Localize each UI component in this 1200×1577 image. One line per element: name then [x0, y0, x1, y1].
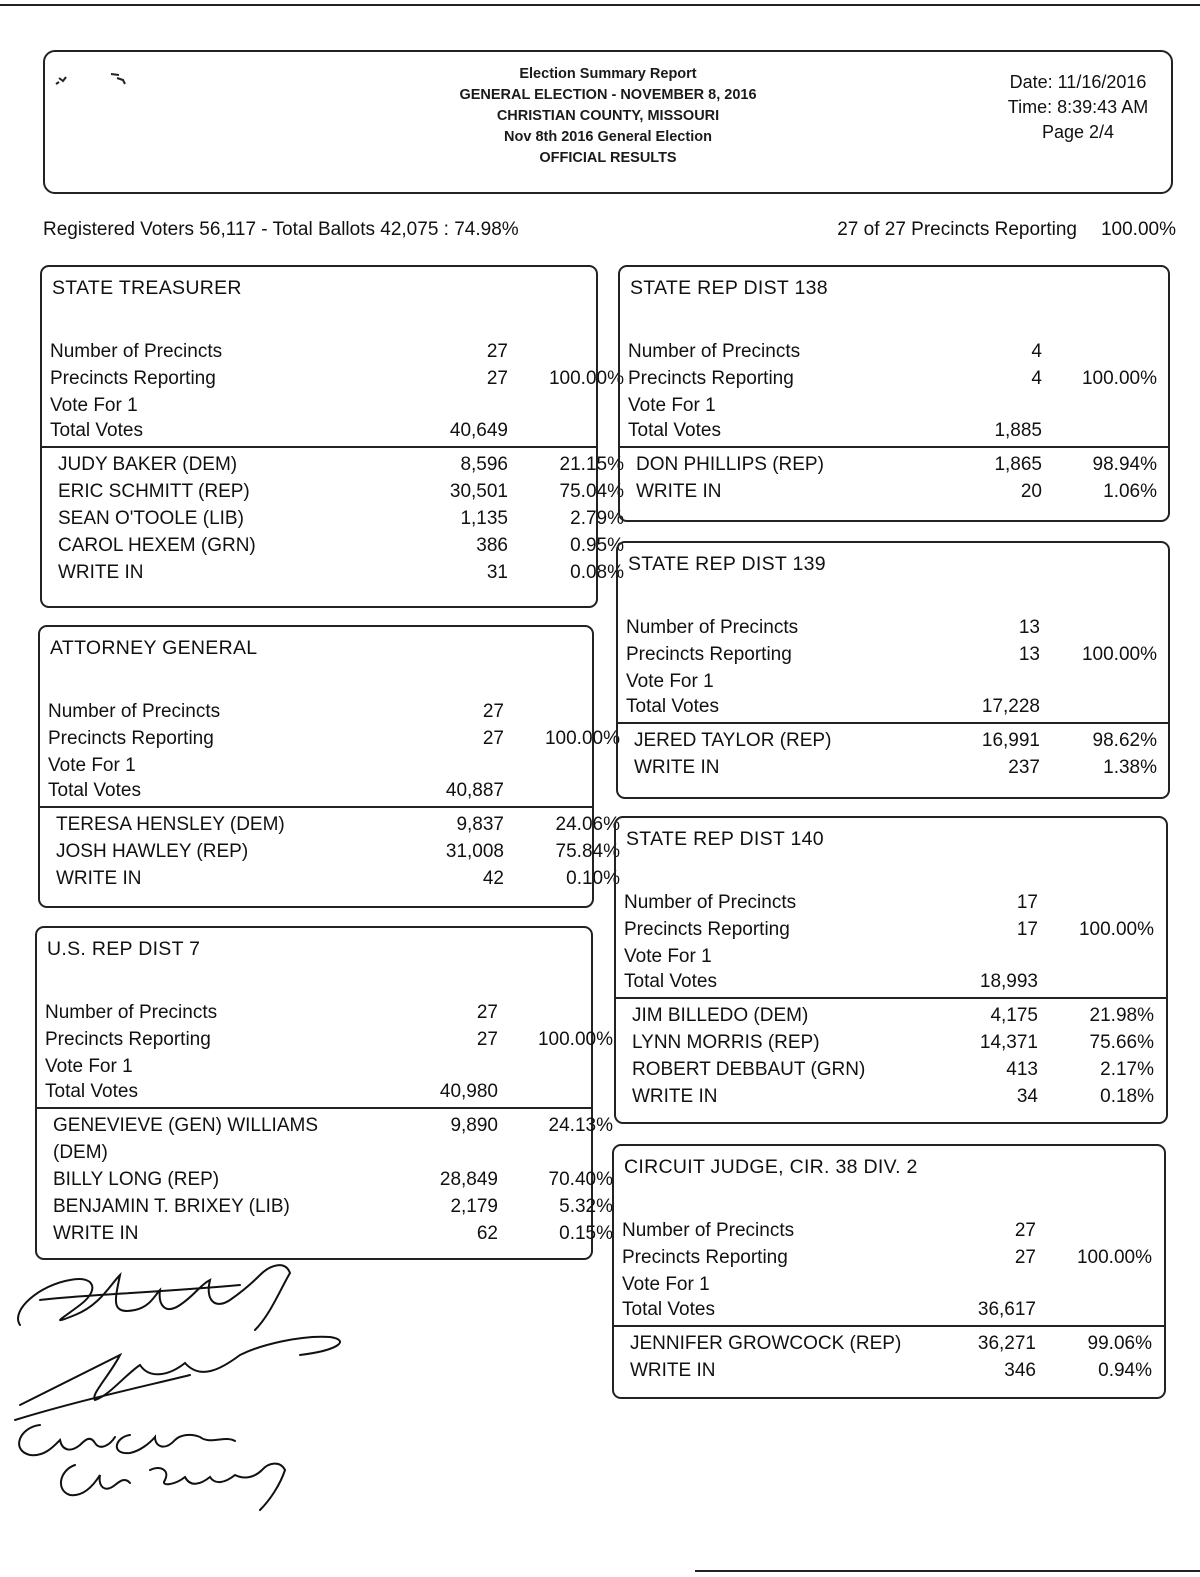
- candidate-percent: 1.06%: [1103, 481, 1157, 502]
- candidate-name: TERESA HENSLEY (DEM): [56, 814, 285, 835]
- candidate-votes: 1,135: [460, 508, 508, 529]
- precincts-reporting-value: 27: [476, 1029, 498, 1050]
- total-votes-label: Total Votes: [624, 971, 717, 992]
- precincts-reporting-row: [620, 368, 1168, 395]
- candidate-votes: 1,865: [994, 454, 1042, 475]
- precincts-reporting-percent: 100.00%: [1076, 1247, 1152, 1268]
- precincts-reporting-value: 4: [1031, 368, 1042, 389]
- candidate-name: ERIC SCHMITT (REP): [58, 481, 250, 502]
- candidate-percent: 98.94%: [1092, 454, 1157, 475]
- precincts-reporting-row: [616, 919, 1166, 946]
- race-title: U.S. REP DIST 7: [47, 938, 201, 960]
- precincts-reporting-row: [40, 728, 620, 755]
- candidate-row: [37, 1169, 613, 1196]
- candidate-row: [614, 1360, 1164, 1387]
- candidate-votes: 9,837: [456, 814, 504, 835]
- precincts-reporting-row: [614, 1247, 1164, 1274]
- race-divider: [42, 446, 596, 448]
- page-number: Page 2/4: [1041, 122, 1115, 142]
- number-of-precincts-row: [620, 341, 1168, 368]
- race-box: [35, 926, 613, 1260]
- candidate-votes: 237: [1008, 757, 1040, 778]
- total-votes-label: Total Votes: [50, 420, 143, 441]
- precincts-reporting-value: 17: [1016, 919, 1038, 940]
- candidate-name: JENNIFER GROWCOCK (REP): [630, 1333, 902, 1354]
- total-votes-row: [614, 1299, 1164, 1326]
- candidate-name: WRITE IN: [53, 1223, 139, 1244]
- election-name: GENERAL ELECTION - NOVEMBER 8, 2016: [459, 87, 757, 103]
- precincts-reporting-label: Precincts Reporting: [45, 1029, 211, 1050]
- candidate-row: [616, 1059, 1166, 1086]
- total-votes-label: Total Votes: [622, 1299, 715, 1320]
- candidate-votes: 34: [1016, 1086, 1038, 1107]
- race-box: [40, 265, 624, 608]
- report-date: Date: 11/16/2016: [1009, 72, 1147, 92]
- number-of-precincts-row: [37, 1002, 591, 1029]
- total-votes-value: 40,649: [449, 420, 508, 441]
- candidate-row: [42, 535, 624, 562]
- candidate-row: [42, 562, 624, 589]
- candidate-percent: 5.32%: [559, 1196, 613, 1217]
- total-votes-row: [618, 696, 1168, 723]
- candidate-votes: 28,849: [439, 1169, 498, 1190]
- candidate-row: [620, 454, 1168, 481]
- number-of-precincts-value: 27: [486, 341, 508, 362]
- number-of-precincts-value: 4: [1031, 341, 1042, 362]
- vote-for-row: [618, 671, 1168, 698]
- precincts-reporting-row: [618, 644, 1168, 671]
- candidate-percent: 75.84%: [555, 841, 620, 862]
- candidate-percent: 0.94%: [1098, 1360, 1152, 1381]
- precincts-reporting-value: 27: [482, 728, 504, 749]
- race-box: [612, 1144, 1166, 1399]
- registered-voters-summary: Registered Voters 56,117 - Total Ballots 42,075 : 74.98%: [43, 219, 519, 240]
- precincts-reporting-row: [42, 368, 624, 395]
- number-of-precincts-label: Number of Precincts: [50, 341, 223, 362]
- signature-drawing: [0, 1255, 400, 1515]
- candidate-percent: 21.15%: [559, 454, 624, 475]
- candidate-votes: 9,890: [450, 1115, 498, 1136]
- race-title: STATE REP DIST 140: [626, 828, 824, 850]
- precincts-summary: [837, 219, 1176, 241]
- number-of-precincts-label: Number of Precincts: [624, 892, 797, 913]
- vote-for-label: Vote For 1: [48, 755, 136, 776]
- total-votes-label: Total Votes: [48, 780, 141, 801]
- candidate-row: [42, 454, 624, 481]
- header-meta: [993, 70, 1163, 145]
- candidate-name: BENJAMIN T. BRIXEY (LIB): [53, 1196, 290, 1217]
- candidate-name: JUDY BAKER (DEM): [58, 454, 238, 475]
- candidate-row: [37, 1115, 613, 1142]
- race-box: [614, 816, 1168, 1124]
- race-title: ATTORNEY GENERAL: [50, 637, 258, 659]
- number-of-precincts-label: Number of Precincts: [622, 1220, 795, 1241]
- candidate-votes: 30,501: [449, 481, 508, 502]
- candidate-percent: 21.98%: [1089, 1005, 1154, 1026]
- candidate-row: [37, 1142, 591, 1169]
- candidate-name: GENEVIEVE (GEN) WILLIAMS: [53, 1115, 318, 1136]
- candidate-name: JOSH HAWLEY (REP): [56, 841, 249, 862]
- candidate-percent: 0.15%: [559, 1223, 613, 1244]
- candidate-votes: 31: [486, 562, 508, 583]
- race-divider: [620, 446, 1168, 448]
- race-box: [616, 541, 1170, 799]
- total-votes-label: Total Votes: [45, 1081, 138, 1102]
- precincts-reporting-percent: 100.00%: [548, 368, 624, 389]
- candidate-row: [620, 481, 1168, 508]
- election-subtitle: Nov 8th 2016 General Election: [504, 129, 712, 145]
- number-of-precincts-value: 27: [476, 1002, 498, 1023]
- candidate-votes: 36,271: [977, 1333, 1036, 1354]
- total-votes-value: 36,617: [977, 1299, 1036, 1320]
- candidate-row: [40, 814, 620, 841]
- total-votes-label: Total Votes: [626, 696, 719, 717]
- candidate-name: ROBERT DEBBAUT (GRN): [632, 1059, 866, 1080]
- precincts-reporting-text: 27 of 27 Precincts Reporting: [837, 219, 1077, 240]
- precincts-reporting-value: 27: [1014, 1247, 1036, 1268]
- vote-for-label: Vote For 1: [45, 1056, 133, 1077]
- precincts-reporting-label: Precincts Reporting: [626, 644, 792, 665]
- candidate-name: WRITE IN: [58, 562, 144, 583]
- number-of-precincts-value: 13: [1018, 617, 1040, 638]
- precincts-reporting-label: Precincts Reporting: [622, 1247, 788, 1268]
- precincts-reporting-percent: 100.00%: [1081, 368, 1157, 389]
- number-of-precincts-row: [42, 341, 596, 368]
- number-of-precincts-value: 17: [1016, 892, 1038, 913]
- candidate-percent: 24.06%: [555, 814, 620, 835]
- precincts-reporting-value: 27: [486, 368, 508, 389]
- precincts-reporting-row: [37, 1029, 613, 1056]
- race-box: [618, 265, 1170, 522]
- precincts-reporting-percent: 100.00%: [544, 728, 620, 749]
- scan-top-rule: [0, 4, 1200, 6]
- precincts-reporting-percent: 100.00%: [1100, 219, 1176, 240]
- report-time: Time: 8:39:43 AM: [1007, 97, 1149, 117]
- candidate-votes: 346: [1004, 1360, 1036, 1381]
- candidate-votes: 386: [476, 535, 508, 556]
- race-divider: [614, 1325, 1164, 1327]
- precincts-reporting-label: Precincts Reporting: [628, 368, 794, 389]
- vote-for-label: Vote For 1: [626, 671, 714, 692]
- total-votes-value: 17,228: [981, 696, 1040, 717]
- race-divider: [37, 1107, 591, 1109]
- report-title: Election Summary Report: [519, 66, 697, 82]
- number-of-precincts-value: 27: [1014, 1220, 1036, 1241]
- candidate-name: DON PHILLIPS (REP): [636, 454, 824, 475]
- candidate-percent: 0.95%: [570, 535, 624, 556]
- number-of-precincts-row: [40, 701, 592, 728]
- precincts-reporting-value: 13: [1018, 644, 1040, 665]
- signatures-area: [0, 1255, 400, 1515]
- candidate-percent: 24.13%: [548, 1115, 613, 1136]
- candidate-percent: 99.06%: [1087, 1333, 1152, 1354]
- candidate-percent: 0.18%: [1100, 1086, 1154, 1107]
- candidate-name: JIM BILLEDO (DEM): [632, 1005, 809, 1026]
- candidate-percent: 2.17%: [1100, 1059, 1154, 1080]
- number-of-precincts-label: Number of Precincts: [626, 617, 799, 638]
- race-title: CIRCUIT JUDGE, CIR. 38 DIV. 2: [624, 1156, 918, 1178]
- candidate-percent: 0.08%: [570, 562, 624, 583]
- candidate-name: CAROL HEXEM (GRN): [58, 535, 256, 556]
- candidate-percent: 75.66%: [1089, 1032, 1154, 1053]
- total-votes-row: [620, 420, 1168, 447]
- vote-for-row: [37, 1056, 591, 1083]
- vote-for-row: [40, 755, 592, 782]
- candidate-name: WRITE IN: [56, 868, 142, 889]
- candidate-votes: 14,371: [979, 1032, 1038, 1053]
- vote-for-label: Vote For 1: [50, 395, 138, 416]
- candidate-percent: 98.62%: [1092, 730, 1157, 751]
- candidate-row: [618, 730, 1168, 757]
- race-divider: [616, 997, 1166, 999]
- number-of-precincts-row: [616, 892, 1166, 919]
- total-votes-value: 40,887: [445, 780, 504, 801]
- number-of-precincts-row: [614, 1220, 1164, 1247]
- candidate-row: [618, 757, 1168, 784]
- total-votes-value: 40,980: [439, 1081, 498, 1102]
- candidate-row: [37, 1223, 613, 1250]
- candidate-votes: 2,179: [450, 1196, 498, 1217]
- candidate-name: WRITE IN: [632, 1086, 718, 1107]
- vote-for-label: Vote For 1: [622, 1274, 710, 1295]
- candidate-percent: 1.38%: [1103, 757, 1157, 778]
- candidate-name: WRITE IN: [630, 1360, 716, 1381]
- candidate-row: [42, 508, 624, 535]
- precincts-reporting-percent: 100.00%: [537, 1029, 613, 1050]
- precincts-reporting-label: Precincts Reporting: [624, 919, 790, 940]
- race-title: STATE REP DIST 138: [630, 277, 828, 299]
- vote-for-label: Vote For 1: [628, 395, 716, 416]
- number-of-precincts-row: [618, 617, 1168, 644]
- total-votes-row: [616, 971, 1166, 998]
- candidate-votes: 62: [476, 1223, 498, 1244]
- candidate-votes: 16,991: [981, 730, 1040, 751]
- precincts-reporting-label: Precincts Reporting: [48, 728, 214, 749]
- candidate-percent: 2.79%: [570, 508, 624, 529]
- report-header: [43, 50, 1173, 194]
- candidate-votes: 413: [1006, 1059, 1038, 1080]
- number-of-precincts-value: 27: [482, 701, 504, 722]
- candidate-name: JERED TAYLOR (REP): [634, 730, 832, 751]
- results-status: OFFICIAL RESULTS: [539, 150, 677, 166]
- precincts-reporting-percent: 100.00%: [1081, 644, 1157, 665]
- race-divider: [40, 806, 592, 808]
- race-title: STATE TREASURER: [52, 277, 242, 299]
- candidate-row: [616, 1032, 1166, 1059]
- total-votes-row: [40, 780, 592, 807]
- total-votes-row: [42, 420, 596, 447]
- candidate-percent: 0.10%: [566, 868, 620, 889]
- candidate-row: [37, 1196, 613, 1223]
- total-votes-value: 18,993: [979, 971, 1038, 992]
- scan-bottom-rule: [695, 1570, 1200, 1572]
- candidate-row: [42, 481, 624, 508]
- vote-for-row: [620, 395, 1168, 422]
- candidate-votes: 8,596: [460, 454, 508, 475]
- candidate-votes: 42: [482, 868, 504, 889]
- vote-for-row: [614, 1274, 1164, 1301]
- candidate-name: SEAN O'TOOLE (LIB): [58, 508, 244, 529]
- candidate-name: WRITE IN: [634, 757, 720, 778]
- race-divider: [618, 722, 1168, 724]
- vote-for-label: Vote For 1: [624, 946, 712, 967]
- candidate-name: WRITE IN: [636, 481, 722, 502]
- candidate-votes: 4,175: [990, 1005, 1038, 1026]
- candidate-percent: 75.04%: [559, 481, 624, 502]
- candidate-row: [614, 1333, 1164, 1360]
- total-votes-label: Total Votes: [628, 420, 721, 441]
- vote-for-row: [42, 395, 596, 422]
- candidate-votes: 31,008: [445, 841, 504, 862]
- candidate-row: [40, 841, 620, 868]
- candidate-row: [616, 1005, 1166, 1032]
- precincts-reporting-label: Precincts Reporting: [50, 368, 216, 389]
- race-box: [38, 625, 620, 908]
- number-of-precincts-label: Number of Precincts: [628, 341, 801, 362]
- number-of-precincts-label: Number of Precincts: [48, 701, 221, 722]
- candidate-name: (DEM): [53, 1142, 108, 1163]
- total-votes-row: [37, 1081, 591, 1108]
- vote-for-row: [616, 946, 1166, 973]
- candidate-name: LYNN MORRIS (REP): [632, 1032, 820, 1053]
- candidate-row: [616, 1086, 1166, 1113]
- candidate-percent: 70.40%: [548, 1169, 613, 1190]
- precincts-reporting-percent: 100.00%: [1078, 919, 1154, 940]
- candidate-row: [40, 868, 620, 895]
- candidate-votes: 20: [1020, 481, 1042, 502]
- county-name: CHRISTIAN COUNTY, MISSOURI: [496, 108, 720, 124]
- total-votes-value: 1,885: [994, 420, 1042, 441]
- number-of-precincts-label: Number of Precincts: [45, 1002, 218, 1023]
- race-title: STATE REP DIST 139: [628, 553, 826, 575]
- candidate-name: BILLY LONG (REP): [53, 1169, 220, 1190]
